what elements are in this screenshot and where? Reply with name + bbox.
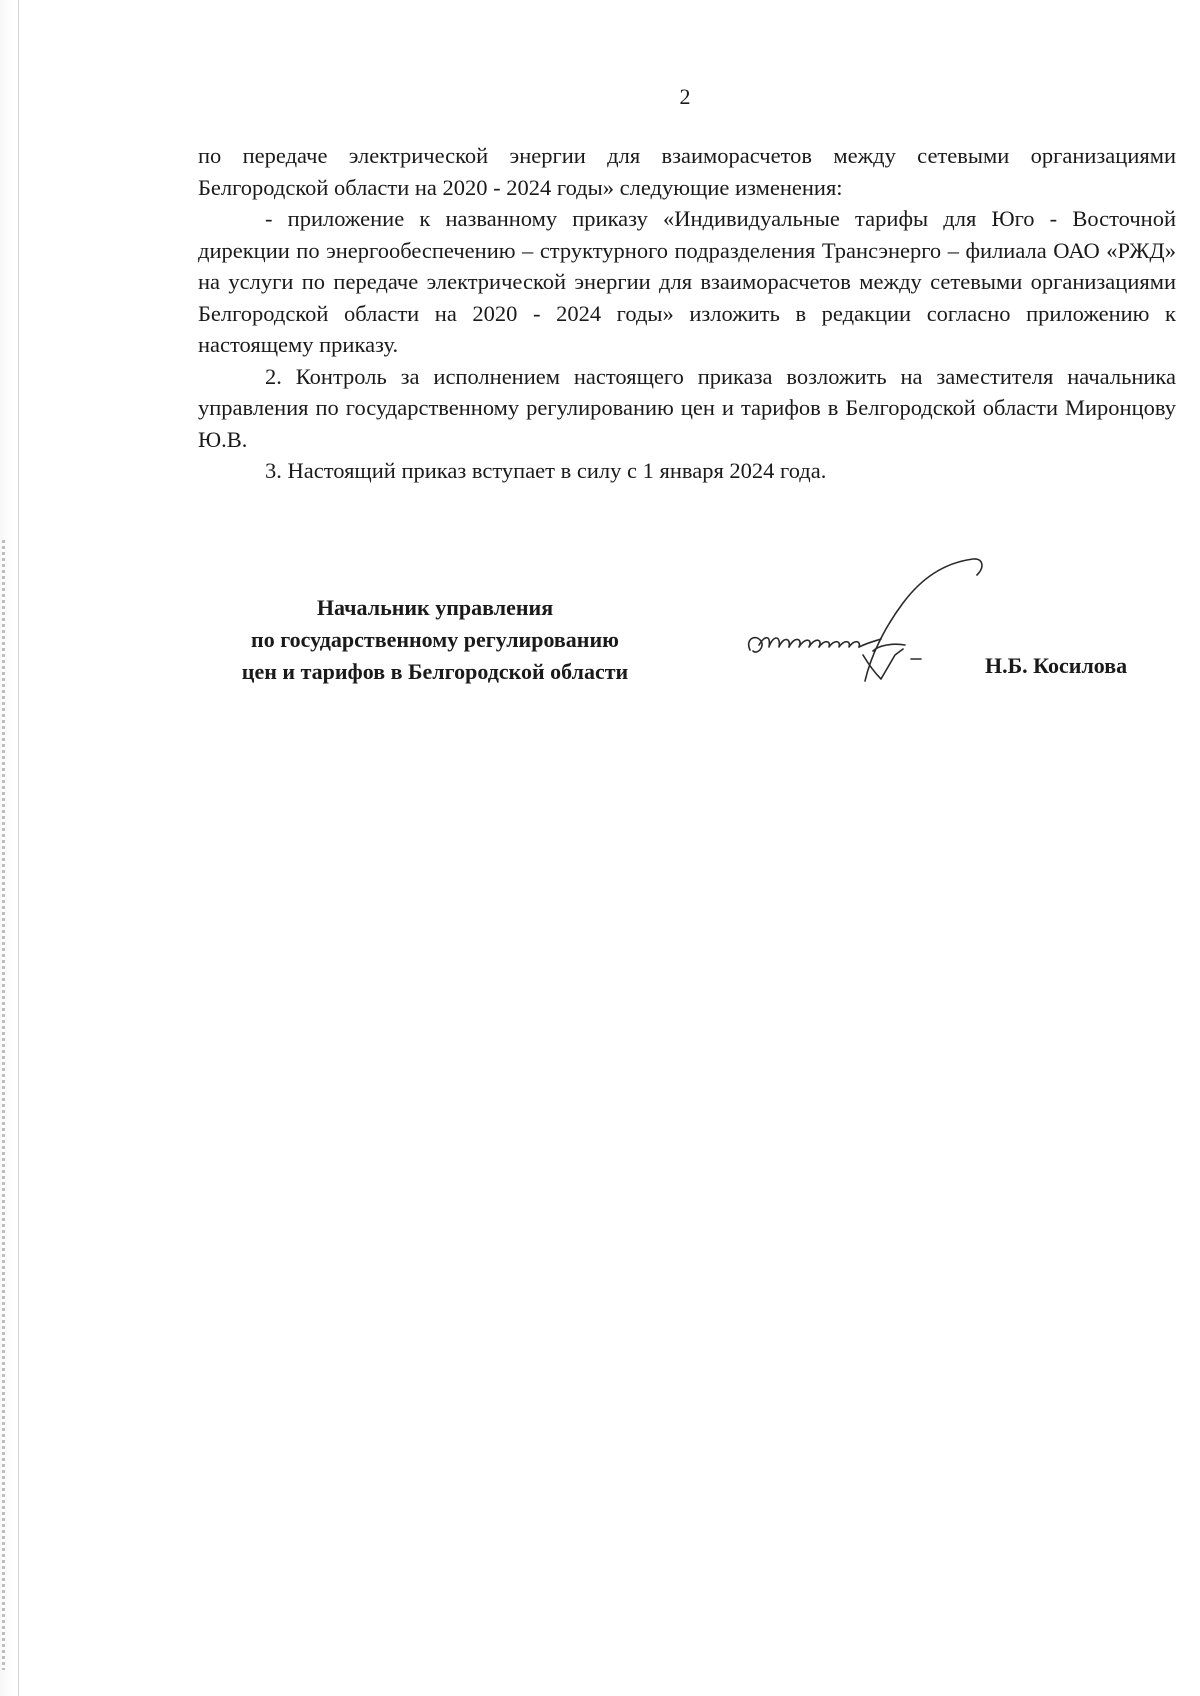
- paragraph-item-3: 3. Настоящий приказ вступает в силу с 1 января 2024 года.: [265, 458, 827, 483]
- document-body: [198, 140, 1176, 487]
- signatory-position: [195, 592, 675, 688]
- paragraph-continuation: по передаче электрической энергии для взаиморасчетов между сетевыми организациями Белгородской области на 2020 - 2024 годы» следующие изменения:: [198, 143, 1176, 200]
- paragraph-appendix-change: - приложение к названному приказу «Индивидуальные тарифы для Юго - Восточной дирекции по энергообеспечению – структурного подразделения Трансэнерго – филиала ОАО «РЖД» на услуги по передаче электрической энергии для взаиморасчетов между сетевыми организациями Белгородской области на 2020 - 2024 годы» изложить в редакции согласно приложению к настоящему приказу.: [198, 206, 1176, 357]
- signatory-position-line: по государственному регулированию: [251, 627, 619, 652]
- signatory-position-line: цен и тарифов в Белгородской области: [241, 659, 629, 684]
- scan-edge: [0, 0, 22, 1696]
- scan-edge-line: [18, 0, 19, 1696]
- signatory-position-line: Начальник управления: [316, 595, 554, 620]
- scan-edge-artifact: [2, 540, 5, 1670]
- handwritten-signature: [745, 555, 995, 725]
- page-number: 2: [679, 84, 691, 109]
- signatory-name: Н.Б. Косилова: [985, 653, 1128, 678]
- paragraph-item-2: 2. Контроль за исполнением настоящего приказа возложить на заместителя начальника управления по государственному регулированию цен и тарифов в Белгородской области Миронцову Ю.В.: [198, 363, 1176, 452]
